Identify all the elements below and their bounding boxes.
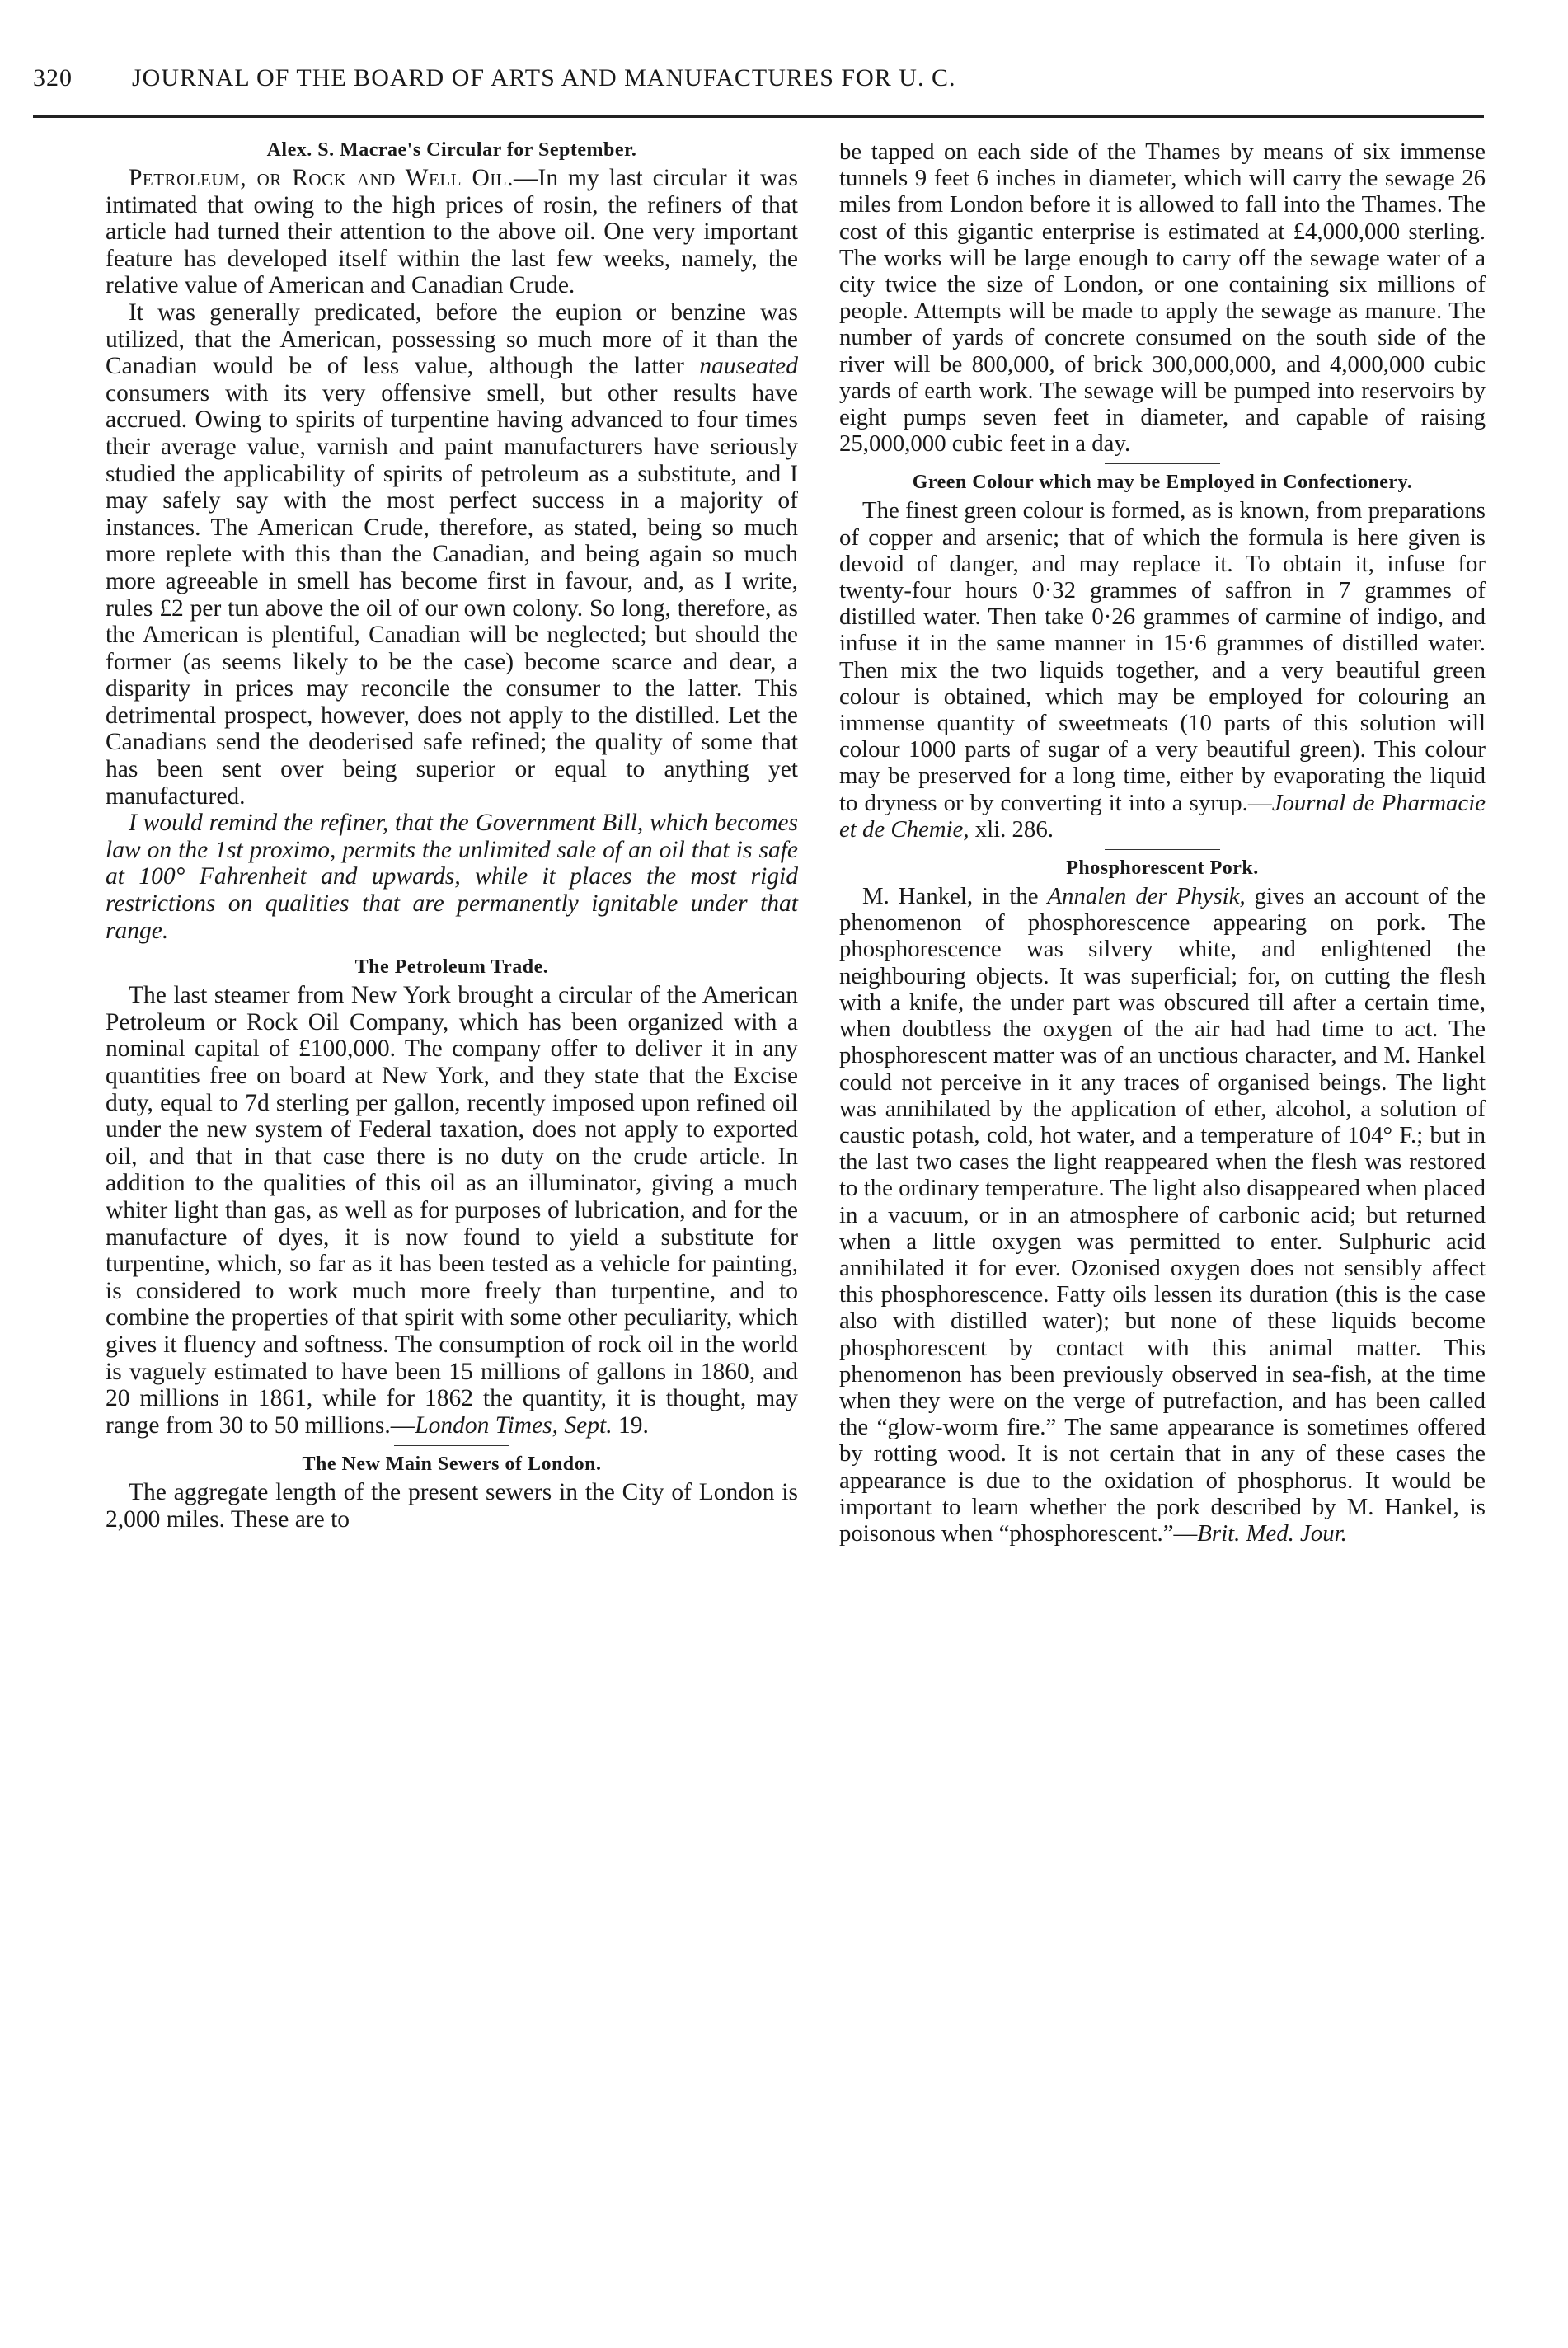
paragraph: The aggregate length of the present sewers in the City of London is 2,000 miles. These are to bbox=[106, 1479, 798, 1533]
section-divider bbox=[394, 1445, 509, 1446]
lead-in: Petroleum, or Rock and Well Oil. bbox=[129, 165, 514, 191]
section-divider bbox=[1105, 463, 1220, 464]
article-heading-macrae: Alex. S. Macrae's Circular for September. bbox=[266, 139, 637, 161]
paragraph: It was generally predicated, before the eupion or benzine was utilized, that the American, possessing so much more of it than the Canadian would be of less value, although the latter nauseated consumers with its very offensive smell, but other results have accrued. Owing to spirits of turpentine having advanced to four times their average value, varnish and paint manufacturers have seriously studied the applicability of spirits of petroleum as a substitute, and I may safely say with the most perfect success in a majority of instances. The American Crude, therefore, as stated, being so much more replete with this than the Canadian, and being again so much more agreeable in smell has become first in favour, and, as I write, rules £2 per tun above the oil of our own colony. So long, therefore, as the American is plentiful, Canadian will be neglected; but should the former (as seems likely to be the case) become scarce and dear, a disparity in prices may reconcile the consumer to the latter. This detrimental prospect, however, does not apply to the distilled. Let the Canadians send the deoderised safe refined; the quality of some that has been sent over being superior or equal to anything yet manufactured. bbox=[106, 298, 798, 810]
paragraph: M. Hankel, in the Annalen der Physik, gives an account of the phenomenon of phosphorescence appearing on pork. The phosphorescence was silvery white, and enlightened the neighbouring objects. It was superficial; for, on cutting the flesh with a knife, the under part was obscured till after a certain time, when doubtless the oxygen of the air had had time to act. The phosphorescent matter was of an unctious character, and M. Hankel could not perceive in it any traces of organised beings. The light was annihilated by the application of ether, alcohol, a solution of caustic potash, cold, hot water, and a temperature of 104° F.; but in the last two cases the light reappeared when the flesh was restored to the ordinary temperature. The light also disappeared when placed in a vacuum, or in an atmosphere of carbonic acid; but returned when a little oxygen was permitted to enter. Sulphuric acid annihilated it for ever. Ozonised oxygen does not sensibly affect this phosphorescence. Fatty oils lessen its duration (this is the case also with distilled water); but none of these liquids become phosphorescent by contact with this animal matter. This phenomenon has been previously observed in sea-fish, at the time when they were on the verge of putrefaction, and has been called the “glow-worm fire.” The same appearance is sometimes offered by rotting wood. It is not certain that in any of these cases the appearance is due to the oxidation of phosphorus. It would be important to learn whether the pork described by M. Hankel, is poisonous when “phosphorescent.”—Brit. Med. Jour. bbox=[839, 883, 1486, 1547]
paragraph: The last steamer from New York brought a circular of the American Petroleum or Rock Oil Company, which has been organized with a nominal capital of £100,000. The company offer to deliver it in any quantities free on board at New York, and they state that the Excise duty, equal to 7d sterling per gallon, recently imposed upon refined oil under the new system of Federal taxation, does not apply to exported oil, and that in that case there is no duty on the crude article. In addition to the qualities of this oil as an illuminator, giving a much whiter light than gas, as well as for purposes of lubrication, and for the manufacture of dyes, it is now found to yield a substitute for turpentine, which, so far as it has been tested as a vehicle for painting, is considered to work much more freely than turpentine, and to combine the properties of that spirit with some other peculiarity, which gives it fluency and softness. The consumption of rock oil in the world is vaguely estimated to have been 15 millions of gallons in 1860, and 20 millions in 1861, while for 1862 the quantity, it is thought, may range from 30 to 50 millions.—London Times, Sept. 19. bbox=[106, 982, 798, 1439]
article-heading-phosphorescent-pork: Phosphorescent Pork. bbox=[1066, 857, 1259, 880]
article-heading-green-colour: Green Colour which may be Employed in Confectionery. bbox=[912, 472, 1413, 494]
right-column bbox=[839, 139, 1486, 1547]
paragraph: Petroleum, or Rock and Well Oil.—In my last circular it was intimated that owing to the high prices of rosin, the refiners of that article had turned their attention to the above oil. One very important feature has developed itself within the last few weeks, namely, the relative value of American and Canadian Crude. bbox=[106, 165, 798, 299]
paragraph: be tapped on each side of the Thames by means of six immense tunnels 9 feet 6 inches in diameter, which will carry the sewage 26 miles from London before it is allowed to fall into the Thames. The cost of this gigantic enterprise is estimated at £4,000,000 sterling. The works will be large enough to carry off the sewage water of a city twice the size of London, or one containing six millions of people. Attempts will be made to apply the sewage as manure. The number of yards of concrete consumed on the south side of the river will be 800,000, of brick 300,000,000, and 4,000,000 cubic yards of earth work. The sewage will be pumped into reservoirs by eight pumps seven feet in diameter, and capable of raising 25,000,000 cubic feet in a day. bbox=[839, 139, 1486, 458]
page-number: 320 bbox=[33, 64, 73, 92]
section-divider bbox=[1105, 849, 1220, 850]
running-head bbox=[33, 64, 1319, 106]
paragraph: The finest green colour is formed, as is known, from preparations of copper and arsenic; that of which the formula is here given is devoid of danger, and may replace it. To obtain it, infuse for twenty-four hours 0·32 grammes of saffron in 7 grammes of distilled water. Then take 0·26 grammes of carmine of indigo, and infuse it in the same manner in 15·6 grammes of distilled water. Then mix the two liquids together, and a very beautiful green colour is obtained, which may be employed for colouring an immense quantity of sweetmeats (10 parts of this solution will colour 1000 parts of sugar of a very beautiful green). This colour may be preserved for a long time, either by evaporating the liquid to dryness or by converting it into a syrup.—Journal de Pharmacie et de Chemie, xli. 286. bbox=[839, 497, 1486, 843]
left-column bbox=[106, 139, 798, 1533]
article-heading-sewers: The New Main Sewers of London. bbox=[302, 1453, 602, 1476]
journal-title: JOURNAL OF THE BOARD OF ARTS AND MANUFACTURES FOR U. C. bbox=[132, 64, 956, 92]
italic-paragraph: I would remind the refiner, that the Government Bill, which becomes law on the 1st proximo, permits the unlimited sale of an oil that is safe at 100° Fahrenheit and upwards, while it places the most rigid restrictions on qualities that are permanently ignitable under that range. bbox=[106, 810, 798, 944]
header-rule-thick bbox=[33, 115, 1484, 118]
article-heading-petroleum-trade: The Petroleum Trade. bbox=[354, 956, 549, 979]
